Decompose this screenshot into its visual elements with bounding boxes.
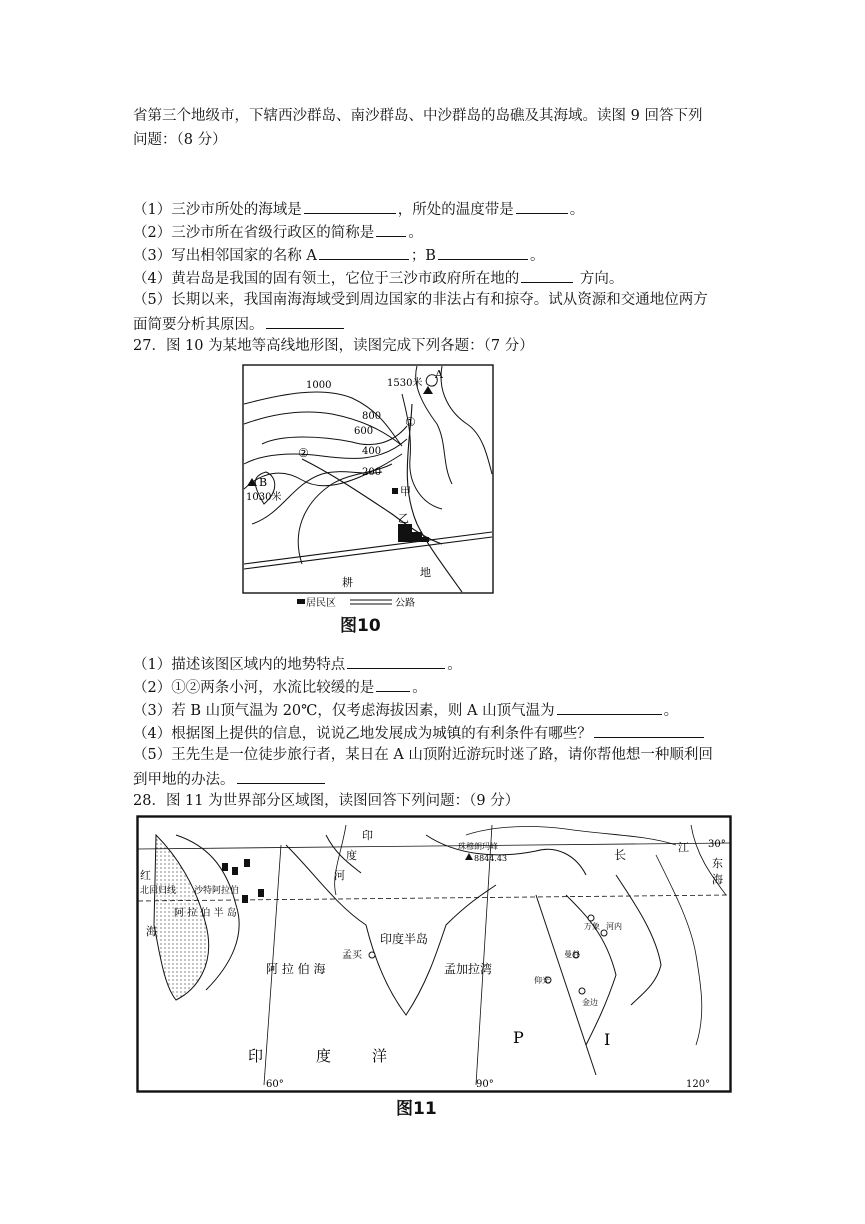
svg-text:东: 东 [712, 857, 723, 870]
q26-sub5: （5）长期以来，我国南海海域受到周边国家的非法占有和掠夺。试从资源和交通地位两方 [133, 292, 708, 308]
svg-text:800: 800 [362, 411, 382, 422]
q26-sub3: （3）写出相邻国家的名称 A ；B 。 [133, 244, 544, 266]
everest-peak-icon [465, 853, 473, 860]
svg-text:阿 拉 伯 半 岛: 阿 拉 伯 半 岛 [174, 908, 237, 919]
svg-text:I: I [604, 1030, 611, 1049]
q27-sub1: （1）描述该图区域内的地势特点 。 [133, 653, 462, 675]
svg-text:②: ② [298, 446, 309, 460]
svg-text:印: 印 [248, 1047, 264, 1065]
oil-field-icon [222, 863, 228, 871]
q27-sub5: （5）王先生是一位徒步旅行者，某日在 A 山顶附近游玩时迷了路，请你帮他想一种顺利回 [133, 747, 713, 763]
svg-text:印度半岛: 印度半岛 [380, 932, 429, 946]
svg-text:红: 红 [140, 869, 151, 882]
svg-text:600: 600 [354, 426, 374, 437]
svg-text:400: 400 [362, 446, 382, 457]
answer-blank[interactable] [521, 267, 573, 283]
q26-sub1: （1）三沙市所处的海域是 ，所处的温度带是 。 [133, 198, 584, 220]
intro-line-2: 问题：（8 分） [133, 132, 227, 148]
answer-blank[interactable] [557, 699, 662, 715]
svg-text:甲: 甲 [400, 485, 411, 498]
answer-blank[interactable] [594, 722, 704, 738]
svg-text:曼谷: 曼谷 [564, 950, 580, 959]
svg-text:8844.43: 8844.43 [474, 854, 508, 863]
svg-text:河: 河 [334, 869, 345, 882]
figure-10-caption: 图10 [340, 616, 381, 636]
svg-text:60°: 60° [266, 1079, 284, 1090]
answer-blank[interactable] [438, 244, 528, 260]
svg-text:孟买: 孟买 [342, 950, 362, 961]
settlement-yi-icon [398, 524, 412, 542]
svg-text:P: P [513, 1028, 524, 1047]
svg-text:1000: 1000 [306, 380, 332, 391]
world-region-map-figure [136, 815, 732, 1095]
svg-text:印: 印 [362, 829, 373, 842]
svg-text:珠穆朗玛峰: 珠穆朗玛峰 [458, 842, 498, 851]
answer-blank[interactable] [516, 198, 568, 214]
figure-11-caption: 图11 [396, 1099, 437, 1119]
q27-sub3: （3）若 B 山顶气温为 20℃，仅考虑海拔因素，则 A 山顶气温为 。 [133, 699, 678, 721]
svg-text:海: 海 [146, 925, 157, 938]
q27-sub4: （4）根据图上提供的信息，说说乙地发展成为城镇的有利条件有哪些？ [133, 722, 706, 744]
svg-text:公路: 公路 [395, 598, 415, 609]
answer-blank[interactable] [237, 768, 325, 784]
svg-text:1530米: 1530米 [387, 378, 423, 389]
peak-a-icon [423, 386, 433, 394]
svg-text:江: 江 [678, 841, 689, 854]
svg-text:30°: 30° [708, 839, 726, 850]
svg-text:金边: 金边 [582, 998, 598, 1007]
q28-title: 28．图 11 为世界部分区域图，读图回答下列问题：（9 分） [133, 793, 520, 809]
svg-text:①: ① [405, 415, 416, 429]
q27-sub5-cont: 到甲地的办法。 [133, 768, 327, 790]
svg-text:孟加拉湾: 孟加拉湾 [444, 962, 493, 976]
q27-title: 27．图 10 为某地等高线地形图，读图完成下列各题：（7 分） [133, 338, 534, 354]
q27-sub2: （2）①②两条小河，水流比较缓的是 。 [133, 676, 427, 698]
svg-text:度: 度 [346, 849, 357, 862]
answer-blank[interactable] [319, 244, 409, 260]
answer-blank[interactable] [347, 653, 445, 669]
svg-text:乙: 乙 [398, 512, 409, 525]
svg-text:120°: 120° [686, 1079, 711, 1090]
svg-text:B: B [259, 476, 268, 489]
svg-text:90°: 90° [476, 1079, 494, 1090]
contour-map-figure [242, 364, 494, 614]
svg-text:1030米: 1030米 [246, 492, 282, 503]
svg-text:海: 海 [712, 873, 723, 886]
svg-text:长: 长 [614, 848, 627, 862]
svg-text:阿 拉 伯 海: 阿 拉 伯 海 [266, 962, 326, 976]
svg-text:仰光: 仰光 [534, 976, 550, 985]
city-vientiane-icon [588, 915, 594, 921]
svg-text:200: 200 [362, 467, 382, 478]
svg-text:地: 地 [420, 566, 431, 579]
svg-text:洋: 洋 [372, 1047, 388, 1065]
answer-blank[interactable] [376, 676, 410, 692]
svg-text:北回归线: 北回归线 [140, 886, 177, 896]
svg-text:河内: 河内 [606, 922, 622, 931]
q26-sub4: （4）黄岩岛是我国的固有领土，它位于三沙市政府所在地的 方向。 [133, 267, 623, 289]
svg-text:居民区: 居民区 [306, 598, 336, 609]
q26-sub5-cont: 面简要分析其原因。 [133, 313, 346, 335]
svg-text:度: 度 [316, 1047, 332, 1065]
city-phnom-penh-icon [579, 988, 585, 994]
answer-blank[interactable] [376, 221, 406, 237]
settlement-jia-icon [392, 488, 398, 494]
answer-blank[interactable] [266, 313, 344, 329]
svg-text:耕: 耕 [342, 576, 353, 589]
legend-settlement-icon [297, 599, 305, 604]
svg-text:A: A [435, 368, 443, 381]
svg-text:万象: 万象 [584, 922, 600, 931]
answer-blank[interactable] [304, 198, 396, 214]
city-mumbai-icon [369, 952, 375, 958]
svg-text:沙特阿拉伯: 沙特阿拉伯 [194, 886, 240, 896]
q26-sub2: （2）三沙市所在省级行政区的简称是 。 [133, 221, 423, 243]
intro-line-1: 省第三个地级市，下辖西沙群岛、南沙群岛、中沙群岛的岛礁及其海域。读图 9 回答下列 [133, 108, 703, 124]
